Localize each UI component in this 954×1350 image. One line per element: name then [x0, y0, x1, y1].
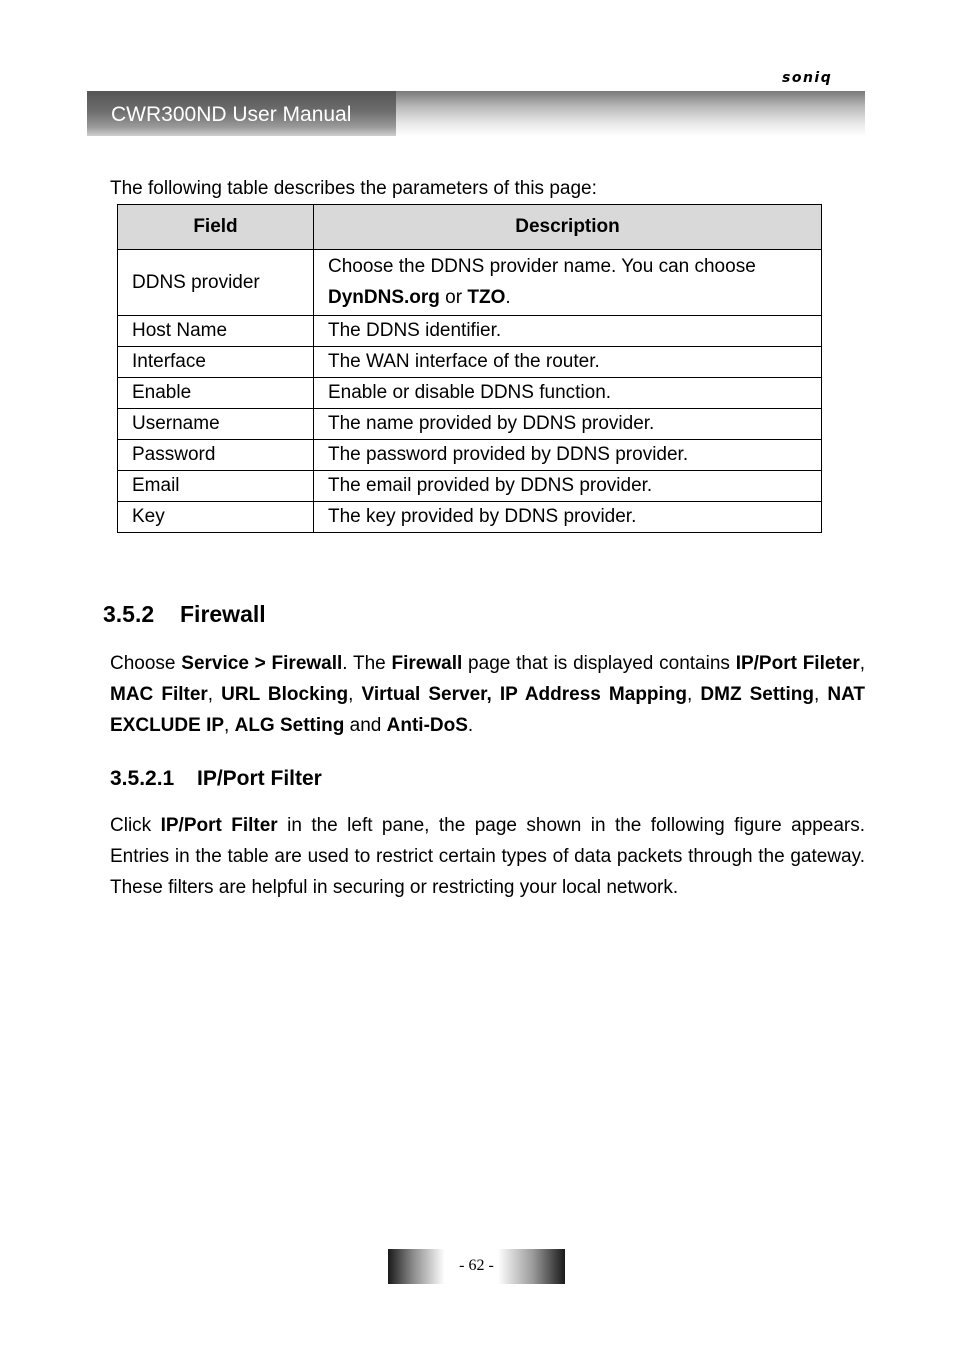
para-text: , [207, 684, 222, 705]
field-cell: Enable [118, 378, 314, 409]
section-heading [103, 601, 266, 628]
description-cell: The email provided by DDNS provider. [314, 471, 822, 502]
header-description: Description [314, 205, 822, 250]
parameters-table [117, 204, 822, 533]
table-row [118, 409, 822, 440]
para-text: , [859, 653, 865, 674]
table-intro: The following table describes the parameters of this page: [110, 178, 597, 199]
description-cell: The password provided by DDNS provider. [314, 440, 822, 471]
field-cell: Email [118, 471, 314, 502]
table-row [118, 471, 822, 502]
para-bold: ALG Setting [234, 715, 345, 736]
para-text: . [467, 715, 474, 736]
para-bold: DMZ Setting [700, 684, 815, 705]
section-number: 3.5.2 [103, 601, 155, 627]
para-bold: Virtual Server, IP Address Mapping [361, 684, 688, 705]
manual-title: CWR300ND User Manual [87, 91, 396, 136]
firewall-paragraph [110, 648, 865, 741]
para-text: , [348, 684, 362, 705]
desc-bold: DynDNS.org [328, 287, 440, 308]
para-bold: URL Blocking [221, 684, 349, 705]
description-cell: The DDNS identifier. [314, 316, 822, 347]
desc-text: or [439, 287, 468, 308]
field-cell: Key [118, 502, 314, 533]
description-cell: The key provided by DDNS provider. [314, 502, 822, 533]
para-text: , [814, 684, 828, 705]
para-bold: IP/Port Fileter [735, 653, 860, 674]
field-cell: DDNS provider [118, 250, 314, 316]
field-cell: Password [118, 440, 314, 471]
description-cell: The name provided by DDNS provider. [314, 409, 822, 440]
para-text: Click [110, 815, 161, 836]
para-bold: IP/Port Filter [160, 815, 278, 836]
brand-logo: soniq [782, 70, 833, 86]
field-cell: Interface [118, 347, 314, 378]
para-bold: Service > Firewall [181, 653, 343, 674]
table-row [118, 250, 822, 316]
para-bold: NAT EXCLUDE IP [110, 684, 866, 736]
table-row [118, 378, 822, 409]
para-text: Choose [110, 653, 182, 674]
desc-text: . [505, 287, 511, 308]
para-text: and [344, 715, 387, 736]
subsection-title: IP/Port Filter [197, 767, 322, 790]
table-row [118, 502, 822, 533]
ip-port-filter-paragraph [110, 810, 865, 903]
description-cell [314, 250, 822, 316]
desc-text: Choose the DDNS provider name. You can choose [328, 256, 756, 277]
table-header-row [118, 205, 822, 250]
para-text: page that is displayed contains [462, 653, 736, 674]
para-text: , [687, 684, 701, 705]
para-text: , [224, 715, 235, 736]
para-bold: MAC Filter [110, 684, 208, 705]
desc-bold: TZO [467, 287, 506, 308]
table-row [118, 440, 822, 471]
field-cell: Host Name [118, 316, 314, 347]
section-title: Firewall [180, 601, 266, 627]
table-row [118, 347, 822, 378]
para-bold: Anti-DoS [386, 715, 468, 736]
para-text: in the left pane, the page shown in the following figure appears. Entries in the table are used to restrict certain types of data packets through the gateway. These filters are helpful in securing or restricting your local network. [110, 815, 866, 898]
subsection-heading [110, 767, 322, 791]
description-cell: Enable or disable DDNS function. [314, 378, 822, 409]
header-field: Field [118, 205, 314, 250]
field-cell: Username [118, 409, 314, 440]
para-bold: Firewall [391, 653, 463, 674]
subsection-number: 3.5.2.1 [110, 767, 175, 790]
description-cell: The WAN interface of the router. [314, 347, 822, 378]
table-row [118, 316, 822, 347]
page-number: - 62 - [388, 1249, 565, 1284]
para-text: . The [342, 653, 392, 674]
